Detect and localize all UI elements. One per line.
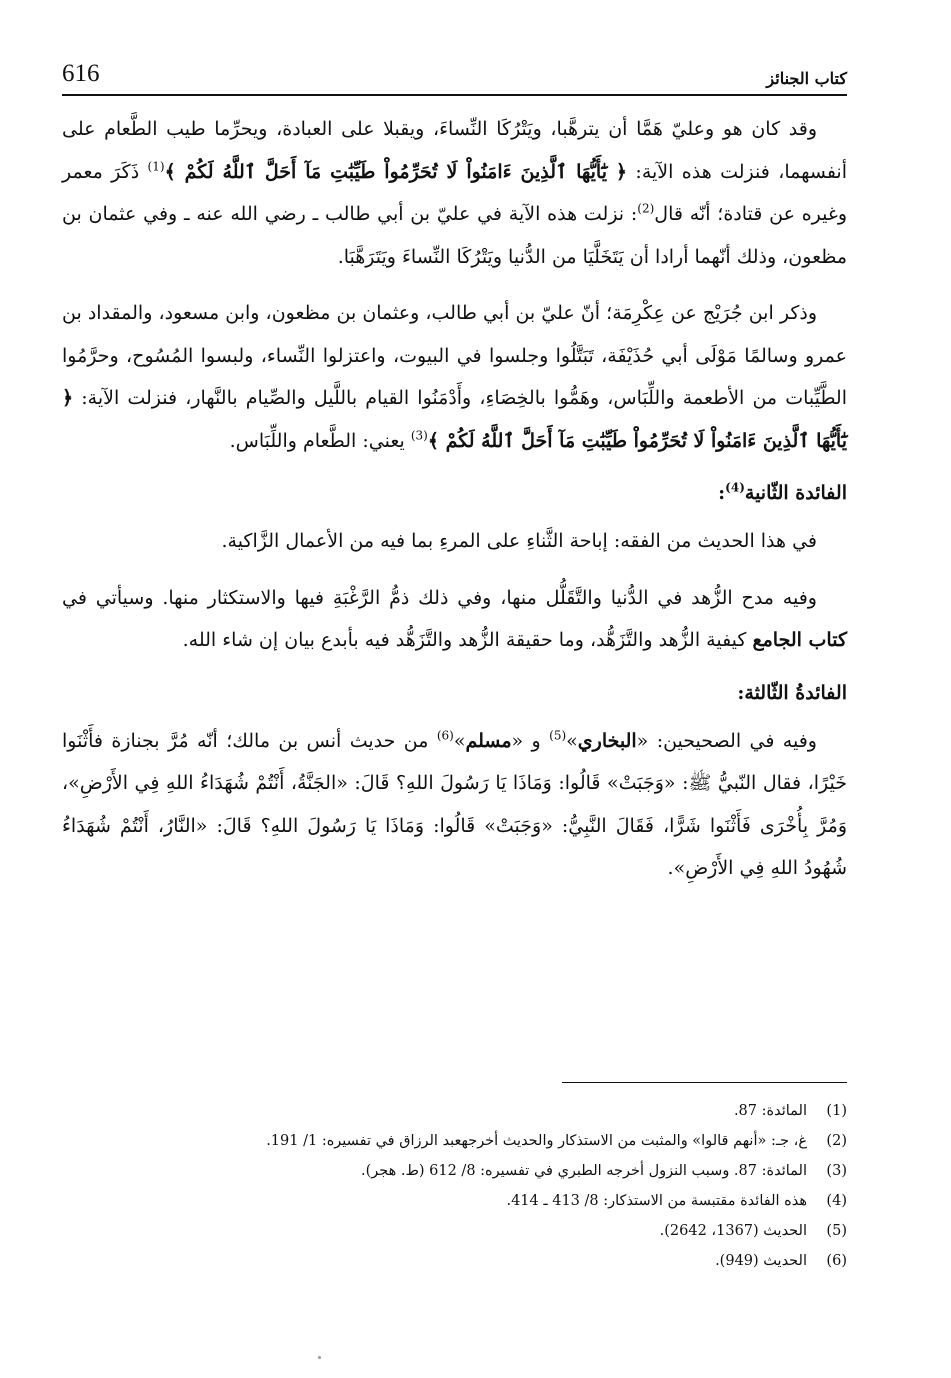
footnote-number: (2) <box>826 1133 847 1149</box>
running-title: كتاب الجنائز <box>766 69 847 88</box>
muslim-name: مسلم <box>465 729 512 752</box>
paragraph-1-text-b: ذَكَرَ معمر وغيره عن قتادة؛ أنّه قال <box>62 160 847 225</box>
footnote-ref-2: (2) <box>637 201 655 216</box>
paragraph-5-text-b2: » <box>453 729 466 752</box>
paragraph-4 <box>62 577 847 662</box>
quran-verse-1: ﴿ يَٰٓأَيُّهَا ٱلَّذِينَ ءَامَنُواْ لَا تُحَرِّمُواْ طَيِّبَٰتِ مَآ أَحَلَّ ٱللَّهُ لَكُمْ ﴾ <box>164 160 628 183</box>
footnotes <box>62 1096 847 1276</box>
main-text <box>62 108 847 890</box>
footnote-6 <box>62 1246 847 1276</box>
section-heading-second-benefit <box>62 476 847 510</box>
footnote-ref-6: (6) <box>436 728 454 743</box>
footnote-3 <box>62 1156 847 1186</box>
scan-speck <box>318 1356 321 1359</box>
footnote-text: هذه الفائدة مقتبسة من الاستذكار: 8/ 413 ـ 414. <box>506 1193 807 1209</box>
footnote-ref-4: (4) <box>725 480 745 495</box>
paragraph-5-text-a2: » <box>566 729 578 752</box>
footnote-text: غ، جـ: «أنهم قالوا» والمثبت من الاستذكار والحديث أخرجهعبد الرزاق في تفسيره: 1/ 191. <box>266 1133 807 1149</box>
page-number: 616 <box>62 60 100 87</box>
paragraph-2-text-b: يعني: الطَّعام واللِّبَاس. <box>229 429 411 452</box>
paragraph-1 <box>62 108 847 278</box>
footnote-number: (4) <box>826 1193 847 1209</box>
header-rule <box>62 94 847 96</box>
bukhari-name: البخاري <box>577 729 637 752</box>
paragraph-3: في هذا الحديث من الفقه: إباحة الثَّناءِ على المرءِ بما فيه من الأعمال الزَّاكية. <box>221 530 817 552</box>
footnote-ref-1: (1) <box>147 159 165 174</box>
footnote-number: (3) <box>826 1163 847 1179</box>
footnote-number: (1) <box>826 1103 847 1119</box>
paragraph-4-text-a: وفيه مدح الزُّهد في الدُّنيا والتَّقَلُّل منها، وفي ذلك ذمُّ الرَّغْبَةِ فيها والاستكثار منها. وسيأتي في <box>62 586 817 609</box>
paragraph-5-text-c: من حديث أنس بن مالك؛ أنّه مُرَّ بجنازة فأَثْنَوا خَيْرًا، فقال النّبيُّ ﷺ: «وَجَبَتْ» قَالُوا: وَمَاذَا يَا رَسُولَ اللهِ؟ قَالَ: «الجَنَّةُ، أَنْتُمْ شُهَدَاءُ اللهِ فِي الأَرْضِ»، وَمُرَّ بِأُخْرَى فَأَثْنَوا شَرًّا، فَقَالَ النَّبِيُّ: «وَجَبَتْ» قَالُوا: وَمَاذَا يَا رَسُولَ اللهِ؟ قَالَ: «النَّارُ، أَنْتُمْ شُهَدَاءُ شُهُودُ اللهِ فِي الأَرْضِ». <box>62 729 847 879</box>
page-header <box>62 52 847 88</box>
paragraph-4-text-b: كيفية الزُّهد والتَّزَهُّد، وما حقيقة الزُّهد والتَّزَهُّد فيه بأبدع بيان إن شاء الله. <box>182 629 753 651</box>
book-page <box>62 52 848 1269</box>
heading-2-suffix: : <box>718 482 726 504</box>
heading-2-text: الفائدة الثّانية <box>744 482 847 504</box>
paragraph-4-bold: كتاب الجامع <box>752 629 847 651</box>
footnote-number: (5) <box>826 1223 847 1239</box>
section-heading-third-benefit: الفائدةُ الثّالثة: <box>737 681 847 704</box>
footnote-ref-3: (3) <box>410 428 428 443</box>
footnote-text: المائدة: 87. <box>733 1103 807 1119</box>
quran-verse-2: ﴿ يَٰٓأَيُّهَا ٱلَّذِينَ ءَامَنُواْ لَا تُحَرِّمُواْ طَيِّبَٰتِ مَآ أَحَلَّ ٱللَّهُ لَكُمْ ﴾ <box>62 387 847 452</box>
paragraph-2 <box>62 292 847 462</box>
footnote-1 <box>62 1096 847 1126</box>
paragraph-1-text-a: وقد كان هو وعليّ هَمَّا أن يترهَّبا، ويَتْرُكَا النِّساءَ، ويقبلا على العبادة، ويحرِّما طيب الطَّعام على أنفسهما، فنزلت هذه الآية: <box>62 118 848 183</box>
paragraph-5-text-a: وفيه في الصحيحين: « <box>636 729 817 752</box>
footnote-2 <box>62 1126 847 1156</box>
footnote-text: الحديث (1367، 2642). <box>659 1223 807 1239</box>
footnote-5 <box>62 1216 847 1246</box>
paragraph-5-text-b: و « <box>511 729 550 752</box>
footnote-ref-5: (5) <box>549 728 567 743</box>
paragraph-5 <box>62 720 847 890</box>
footnote-rule <box>562 1082 847 1083</box>
footnote-text: المائدة: 87. وسبب النزول أخرجه الطبري في تفسيره: 8/ 612 (ط. هجر). <box>360 1163 807 1179</box>
footnote-4 <box>62 1186 847 1216</box>
paragraph-1-text-c: : نزلت هذه الآية في عليّ بن أبي طالب ـ رضي الله عنه ـ وفي عثمان بن مظعون، وذلك أنّهما أرادا أن يَتَخَلَّيَا من الدُّنيا ويَتْرُكَا النِّساءَ ويَتَرَهَّبَا. <box>62 203 847 268</box>
footnote-text: الحديث (949). <box>715 1253 807 1269</box>
footnote-number: (6) <box>826 1253 847 1269</box>
paragraph-2-text-a: وذكر ابن جُرَيْج عن عِكْرِمَة؛ أنّ عليّ بن أبي طالب، وعثمان بن مظعون، وابن مسعود، والمقداد بن عمرو وسالمًا مَوْلَى أبي حُذَيْفَة، تَبَتَّلُوا وجلسوا في البيوت، واعتزلوا النِّساء، ولبسوا المُسُوح، وحرَّمُوا الطَّيِّبات من الأطعمة واللِّبَاس، وهَمُّوا بالخِصَاءِ، وأَدْمَنُوا القيام باللَّيل والصِّيام بالنَّهار، فنزلت الآية: <box>62 302 847 409</box>
